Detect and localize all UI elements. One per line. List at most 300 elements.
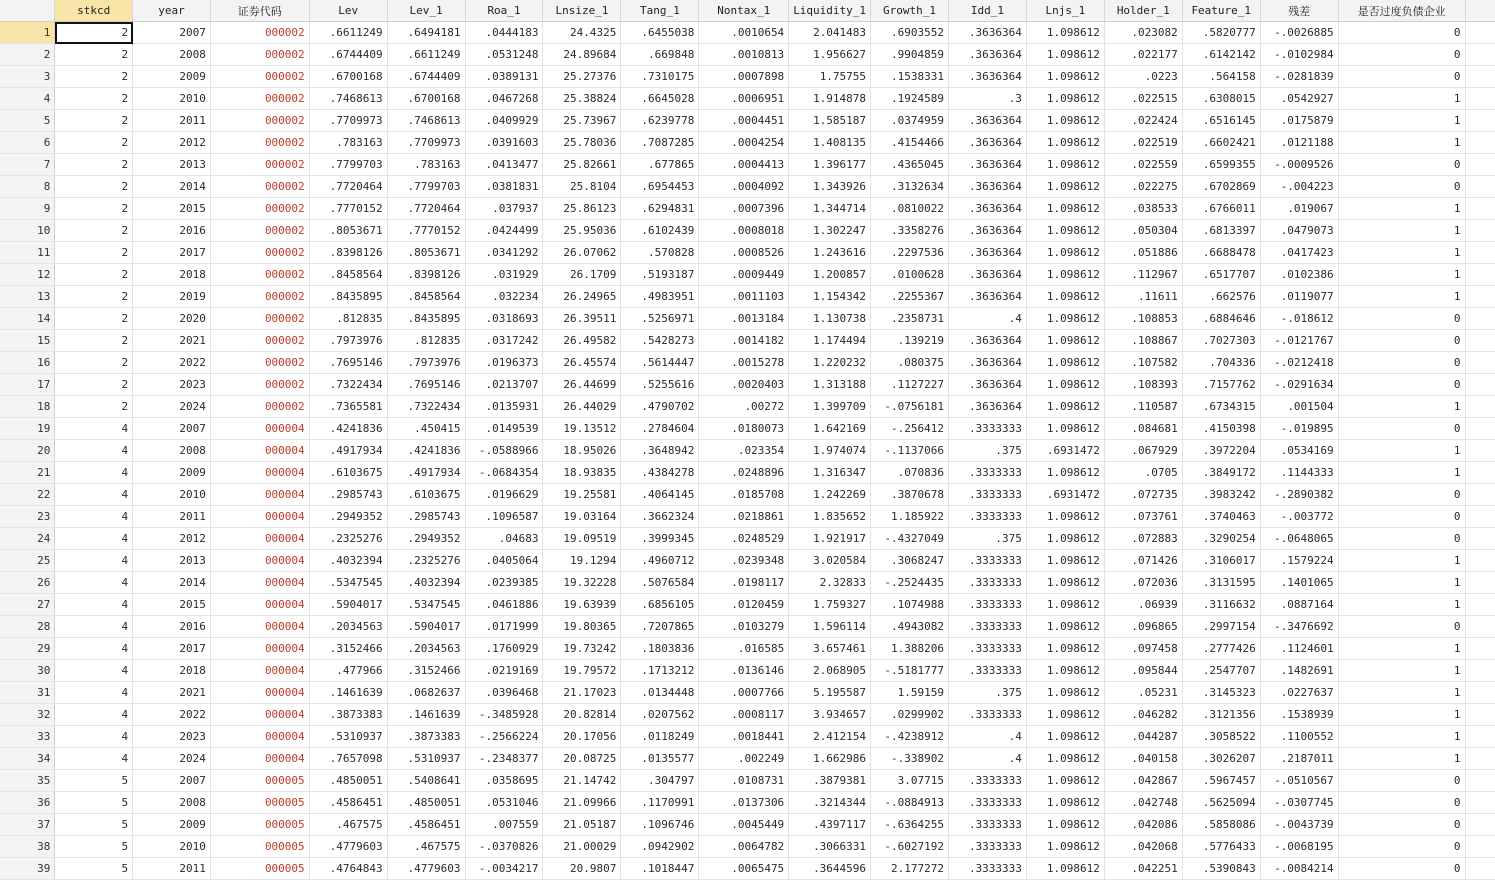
table-cell[interactable]: 1.313188 <box>789 374 871 396</box>
table-cell[interactable]: 1 <box>1338 462 1465 484</box>
table-cell[interactable]: .2777426 <box>1182 638 1260 660</box>
table-cell[interactable]: .467575 <box>309 814 387 836</box>
table-cell[interactable]: .4064145 <box>621 484 699 506</box>
table-cell[interactable]: 2015 <box>133 594 211 616</box>
table-cell[interactable]: 21.00029 <box>543 836 621 858</box>
table-cell[interactable]: .6294831 <box>621 198 699 220</box>
table-cell[interactable]: 1.408135 <box>789 132 871 154</box>
table-cell[interactable]: .0299902 <box>871 704 949 726</box>
table-cell[interactable]: 1.098612 <box>1026 88 1104 110</box>
table-cell[interactable]: 2023 <box>133 726 211 748</box>
table-cell[interactable]: .1803836 <box>621 638 699 660</box>
table-cell[interactable]: 2 <box>55 110 133 132</box>
table-row[interactable] <box>0 836 1495 858</box>
table-cell[interactable]: .7365581 <box>309 396 387 418</box>
table-cell[interactable]: .0405064 <box>465 550 543 572</box>
table-cell[interactable]: .108867 <box>1104 330 1182 352</box>
table-cell[interactable]: 000002 <box>210 132 309 154</box>
row-number[interactable]: 21 <box>0 462 55 484</box>
table-cell[interactable]: .7695146 <box>309 352 387 374</box>
table-cell[interactable]: 2017 <box>133 242 211 264</box>
table-cell[interactable]: 000004 <box>210 462 309 484</box>
table-cell[interactable]: .002249 <box>699 748 789 770</box>
table-cell[interactable]: 2014 <box>133 176 211 198</box>
table-cell[interactable]: 2020 <box>133 308 211 330</box>
row-number[interactable]: 35 <box>0 770 55 792</box>
table-cell[interactable]: .112967 <box>1104 264 1182 286</box>
table-cell[interactable]: 1.388206 <box>871 638 949 660</box>
table-cell[interactable]: .0008018 <box>699 220 789 242</box>
table-cell[interactable]: 2013 <box>133 550 211 572</box>
table-cell[interactable]: .107582 <box>1104 352 1182 374</box>
table-cell[interactable]: .2358731 <box>871 308 949 330</box>
table-cell[interactable]: .8398126 <box>309 242 387 264</box>
table-cell[interactable]: 1 <box>1338 550 1465 572</box>
table-cell[interactable]: .0010654 <box>699 22 789 44</box>
table-cell[interactable]: 5 <box>55 814 133 836</box>
table-cell[interactable]: .0065475 <box>699 858 789 880</box>
row-number[interactable]: 1 <box>0 22 55 44</box>
table-cell[interactable]: .1170991 <box>621 792 699 814</box>
table-cell[interactable]: 1.098612 <box>1026 352 1104 374</box>
table-cell[interactable]: .0007766 <box>699 682 789 704</box>
table-cell[interactable]: 1.098612 <box>1026 572 1104 594</box>
table-cell[interactable]: .1461639 <box>387 704 465 726</box>
table-cell[interactable]: 000004 <box>210 572 309 594</box>
table-cell[interactable]: 000002 <box>210 110 309 132</box>
table-cell[interactable]: .046282 <box>1104 704 1182 726</box>
table-cell[interactable]: .6700168 <box>387 88 465 110</box>
table-cell[interactable]: .4 <box>949 726 1027 748</box>
table-cell[interactable]: .00272 <box>699 396 789 418</box>
table-cell[interactable]: 5 <box>55 770 133 792</box>
table-cell[interactable]: 1.974074 <box>789 440 871 462</box>
row-number[interactable]: 13 <box>0 286 55 308</box>
table-row[interactable] <box>0 638 1495 660</box>
table-cell[interactable]: .0219169 <box>465 660 543 682</box>
table-cell[interactable]: .2997154 <box>1182 616 1260 638</box>
table-cell[interactable]: 18.95026 <box>543 440 621 462</box>
column-header[interactable]: stkcd <box>55 0 133 22</box>
table-cell[interactable]: 1 <box>1338 726 1465 748</box>
table-cell[interactable]: 19.79572 <box>543 660 621 682</box>
table-cell[interactable]: .0100628 <box>871 264 949 286</box>
table-cell[interactable]: .6700168 <box>309 66 387 88</box>
table-cell[interactable]: 1.098612 <box>1026 704 1104 726</box>
table-cell[interactable]: .7310175 <box>621 66 699 88</box>
table-cell[interactable]: -.0084214 <box>1260 858 1338 880</box>
table-cell[interactable]: 1.098612 <box>1026 286 1104 308</box>
table-cell[interactable]: .1538331 <box>871 66 949 88</box>
table-row[interactable] <box>0 44 1495 66</box>
table-cell[interactable]: -.0121767 <box>1260 330 1338 352</box>
table-cell[interactable]: .05231 <box>1104 682 1182 704</box>
table-cell[interactable]: 26.1709 <box>543 264 621 286</box>
table-cell[interactable]: .3644596 <box>789 858 871 880</box>
table-cell[interactable]: .3333333 <box>949 418 1027 440</box>
table-cell[interactable]: .3333333 <box>949 572 1027 594</box>
table-cell[interactable]: .3636364 <box>949 110 1027 132</box>
table-cell[interactable]: 2 <box>55 286 133 308</box>
table-cell[interactable]: 2 <box>55 242 133 264</box>
table-cell[interactable]: .3636364 <box>949 66 1027 88</box>
table-cell[interactable]: .022515 <box>1104 88 1182 110</box>
table-cell[interactable]: 2023 <box>133 374 211 396</box>
table-cell[interactable]: 000004 <box>210 506 309 528</box>
table-row[interactable] <box>0 330 1495 352</box>
table-cell[interactable]: .5428273 <box>621 330 699 352</box>
table-cell[interactable]: .0391603 <box>465 132 543 154</box>
table-cell[interactable]: 1.098612 <box>1026 418 1104 440</box>
row-number[interactable]: 16 <box>0 352 55 374</box>
table-cell[interactable]: .0318693 <box>465 308 543 330</box>
table-cell[interactable]: .0317242 <box>465 330 543 352</box>
table-cell[interactable]: 25.8104 <box>543 176 621 198</box>
table-cell[interactable]: .3333333 <box>949 594 1027 616</box>
table-cell[interactable]: .7657098 <box>309 748 387 770</box>
table-cell[interactable]: .3636364 <box>949 242 1027 264</box>
table-cell[interactable]: .3873383 <box>309 704 387 726</box>
table-cell[interactable]: .4365045 <box>871 154 949 176</box>
table-cell[interactable]: .0009449 <box>699 264 789 286</box>
table-cell[interactable]: 1.098612 <box>1026 616 1104 638</box>
table-cell[interactable]: 0 <box>1338 22 1465 44</box>
table-cell[interactable]: 2017 <box>133 638 211 660</box>
table-cell[interactable]: .0682637 <box>387 682 465 704</box>
table-cell[interactable]: .023354 <box>699 440 789 462</box>
table-cell[interactable]: -.4238912 <box>871 726 949 748</box>
table-cell[interactable]: .1018447 <box>621 858 699 880</box>
table-cell[interactable]: .0381831 <box>465 176 543 198</box>
table-cell[interactable]: 1.098612 <box>1026 132 1104 154</box>
table-cell[interactable]: .783163 <box>309 132 387 154</box>
table-cell[interactable]: .8053671 <box>309 220 387 242</box>
table-cell[interactable]: 1.098612 <box>1026 748 1104 770</box>
table-cell[interactable]: .7799703 <box>387 176 465 198</box>
table-cell[interactable]: 0 <box>1338 308 1465 330</box>
table-cell[interactable]: 2 <box>55 198 133 220</box>
table-cell[interactable]: 1.596114 <box>789 616 871 638</box>
table-cell[interactable]: 1.098612 <box>1026 682 1104 704</box>
table-cell[interactable]: .050304 <box>1104 220 1182 242</box>
table-row[interactable] <box>0 154 1495 176</box>
table-cell[interactable]: 2008 <box>133 440 211 462</box>
row-number[interactable]: 2 <box>0 44 55 66</box>
table-cell[interactable]: .7709973 <box>309 110 387 132</box>
table-cell[interactable]: 2 <box>55 22 133 44</box>
row-number[interactable]: 7 <box>0 154 55 176</box>
table-cell[interactable]: .007559 <box>465 814 543 836</box>
table-cell[interactable]: 4 <box>55 748 133 770</box>
table-cell[interactable]: 1.399709 <box>789 396 871 418</box>
row-number[interactable]: 29 <box>0 638 55 660</box>
row-number[interactable]: 31 <box>0 682 55 704</box>
table-cell[interactable]: -.0212418 <box>1260 352 1338 374</box>
table-cell[interactable]: .0413477 <box>465 154 543 176</box>
table-cell[interactable]: .3106017 <box>1182 550 1260 572</box>
row-number[interactable]: 23 <box>0 506 55 528</box>
table-cell[interactable]: 26.44699 <box>543 374 621 396</box>
row-number[interactable]: 37 <box>0 814 55 836</box>
table-cell[interactable]: 2 <box>55 176 133 198</box>
table-cell[interactable]: 2.041483 <box>789 22 871 44</box>
column-header[interactable]: Tang_1 <box>621 0 699 22</box>
table-cell[interactable]: .3026207 <box>1182 748 1260 770</box>
table-cell[interactable]: .669848 <box>621 44 699 66</box>
table-row[interactable] <box>0 286 1495 308</box>
table-cell[interactable]: .3068247 <box>871 550 949 572</box>
table-cell[interactable]: 3.657461 <box>789 638 871 660</box>
table-cell[interactable]: .042867 <box>1104 770 1182 792</box>
table-cell[interactable]: .0248896 <box>699 462 789 484</box>
table-cell[interactable]: 1 <box>1338 682 1465 704</box>
table-cell[interactable]: -.0026885 <box>1260 22 1338 44</box>
table-cell[interactable]: .0389131 <box>465 66 543 88</box>
table-cell[interactable]: .6702869 <box>1182 176 1260 198</box>
table-cell[interactable]: .139219 <box>871 330 949 352</box>
table-cell[interactable]: 000004 <box>210 484 309 506</box>
table-cell[interactable]: .04683 <box>465 528 543 550</box>
table-cell[interactable]: .0118249 <box>621 726 699 748</box>
table-cell[interactable]: .3636364 <box>949 374 1027 396</box>
table-cell[interactable]: 5.195587 <box>789 682 871 704</box>
table-cell[interactable]: 000004 <box>210 682 309 704</box>
table-cell[interactable]: 2024 <box>133 748 211 770</box>
table-cell[interactable]: .0207562 <box>621 704 699 726</box>
table-cell[interactable]: .2985743 <box>309 484 387 506</box>
table-cell[interactable]: .7770152 <box>309 198 387 220</box>
table-cell[interactable]: 1 <box>1338 220 1465 242</box>
table-cell[interactable]: 2.177272 <box>871 858 949 880</box>
table-cell[interactable]: .0004092 <box>699 176 789 198</box>
table-cell[interactable]: 25.86123 <box>543 198 621 220</box>
table-cell[interactable]: -.003772 <box>1260 506 1338 528</box>
table-cell[interactable]: 0 <box>1338 330 1465 352</box>
table-cell[interactable]: .5310937 <box>387 748 465 770</box>
table-cell[interactable]: .1579224 <box>1260 550 1338 572</box>
table-cell[interactable]: .0102386 <box>1260 264 1338 286</box>
table-row[interactable] <box>0 132 1495 154</box>
table-cell[interactable]: .022424 <box>1104 110 1182 132</box>
table-cell[interactable]: 000002 <box>210 66 309 88</box>
table-cell[interactable]: 1.098612 <box>1026 726 1104 748</box>
row-number[interactable]: 27 <box>0 594 55 616</box>
table-cell[interactable]: 000002 <box>210 396 309 418</box>
table-cell[interactable]: 1.098612 <box>1026 374 1104 396</box>
table-cell[interactable]: .4983951 <box>621 286 699 308</box>
table-cell[interactable]: .3333333 <box>949 638 1027 660</box>
table-cell[interactable]: .11611 <box>1104 286 1182 308</box>
table-cell[interactable]: .037937 <box>465 198 543 220</box>
table-cell[interactable]: .9904859 <box>871 44 949 66</box>
row-number[interactable]: 34 <box>0 748 55 770</box>
row-number[interactable]: 5 <box>0 110 55 132</box>
table-cell[interactable]: -.0588966 <box>465 440 543 462</box>
table-cell[interactable]: .0358695 <box>465 770 543 792</box>
table-cell[interactable]: 1 <box>1338 198 1465 220</box>
table-row[interactable] <box>0 264 1495 286</box>
table-cell[interactable]: 4 <box>55 616 133 638</box>
table-cell[interactable]: .3972204 <box>1182 440 1260 462</box>
table-cell[interactable]: 000004 <box>210 660 309 682</box>
table-cell[interactable]: 2011 <box>133 506 211 528</box>
table-cell[interactable]: .812835 <box>309 308 387 330</box>
table-cell[interactable]: 000005 <box>210 770 309 792</box>
table-row[interactable] <box>0 176 1495 198</box>
row-number[interactable]: 3 <box>0 66 55 88</box>
table-cell[interactable]: 4 <box>55 462 133 484</box>
table-cell[interactable]: .0149539 <box>465 418 543 440</box>
table-cell[interactable]: 2008 <box>133 44 211 66</box>
table-cell[interactable]: 000005 <box>210 792 309 814</box>
table-cell[interactable]: -.0009526 <box>1260 154 1338 176</box>
table-row[interactable] <box>0 594 1495 616</box>
table-cell[interactable]: .6239778 <box>621 110 699 132</box>
table-cell[interactable]: 26.44029 <box>543 396 621 418</box>
table-cell[interactable]: .3636364 <box>949 176 1027 198</box>
table-cell[interactable]: .0121188 <box>1260 132 1338 154</box>
table-row[interactable] <box>0 220 1495 242</box>
table-cell[interactable]: .0007396 <box>699 198 789 220</box>
table-cell[interactable]: 1.098612 <box>1026 110 1104 132</box>
table-cell[interactable]: .2784604 <box>621 418 699 440</box>
table-cell[interactable]: -.256412 <box>871 418 949 440</box>
table-cell[interactable]: 0 <box>1338 770 1465 792</box>
table-cell[interactable]: .6308015 <box>1182 88 1260 110</box>
table-cell[interactable]: 000004 <box>210 550 309 572</box>
table-cell[interactable]: 000004 <box>210 440 309 462</box>
table-cell[interactable]: .1100552 <box>1260 726 1338 748</box>
table-cell[interactable]: .5967457 <box>1182 770 1260 792</box>
table-cell[interactable]: .108853 <box>1104 308 1182 330</box>
table-cell[interactable]: 000002 <box>210 374 309 396</box>
table-cell[interactable]: .0196373 <box>465 352 543 374</box>
table-cell[interactable]: 21.17023 <box>543 682 621 704</box>
table-cell[interactable]: 1 <box>1338 88 1465 110</box>
table-cell[interactable]: .4586451 <box>309 792 387 814</box>
table-cell[interactable]: 1.098612 <box>1026 198 1104 220</box>
table-cell[interactable]: 21.09966 <box>543 792 621 814</box>
table-cell[interactable]: .7157762 <box>1182 374 1260 396</box>
table-cell[interactable]: .477966 <box>309 660 387 682</box>
table-row[interactable] <box>0 726 1495 748</box>
table-cell[interactable]: .5904017 <box>387 616 465 638</box>
table-cell[interactable]: 2010 <box>133 88 211 110</box>
table-cell[interactable]: .3066331 <box>789 836 871 858</box>
table-cell[interactable]: .4917934 <box>309 440 387 462</box>
table-cell[interactable]: .6954453 <box>621 176 699 198</box>
table-cell[interactable]: .1760929 <box>465 638 543 660</box>
table-cell[interactable]: 4 <box>55 572 133 594</box>
table-cell[interactable]: .0108731 <box>699 770 789 792</box>
table-cell[interactable]: 1.098612 <box>1026 506 1104 528</box>
row-number[interactable]: 36 <box>0 792 55 814</box>
table-cell[interactable]: .7207865 <box>621 616 699 638</box>
table-cell[interactable]: 0 <box>1338 352 1465 374</box>
table-cell[interactable]: 000002 <box>210 44 309 66</box>
table-cell[interactable]: 4 <box>55 660 133 682</box>
row-number[interactable]: 18 <box>0 396 55 418</box>
table-cell[interactable]: .5904017 <box>309 594 387 616</box>
table-cell[interactable]: 19.73242 <box>543 638 621 660</box>
row-number[interactable]: 25 <box>0 550 55 572</box>
table-cell[interactable]: 0 <box>1338 616 1465 638</box>
table-cell[interactable]: .2547707 <box>1182 660 1260 682</box>
table-cell[interactable]: .0120459 <box>699 594 789 616</box>
table-cell[interactable]: .7468613 <box>387 110 465 132</box>
table-cell[interactable]: .2034563 <box>309 616 387 638</box>
table-cell[interactable]: .0004254 <box>699 132 789 154</box>
table-cell[interactable]: 1.343926 <box>789 176 871 198</box>
row-number[interactable]: 22 <box>0 484 55 506</box>
table-cell[interactable]: -.6364255 <box>871 814 949 836</box>
table-row[interactable] <box>0 616 1495 638</box>
table-cell[interactable]: .0007898 <box>699 66 789 88</box>
column-header[interactable]: Lnsize_1 <box>543 0 621 22</box>
table-cell[interactable]: 2010 <box>133 836 211 858</box>
table-cell[interactable]: .0218861 <box>699 506 789 528</box>
table-cell[interactable]: .6856105 <box>621 594 699 616</box>
table-cell[interactable]: 000004 <box>210 748 309 770</box>
table-cell[interactable]: 1.098612 <box>1026 792 1104 814</box>
table-cell[interactable]: .812835 <box>387 330 465 352</box>
table-cell[interactable]: .3132634 <box>871 176 949 198</box>
table-cell[interactable]: .0198117 <box>699 572 789 594</box>
table-cell[interactable]: .3 <box>949 88 1027 110</box>
table-cell[interactable]: 2.32833 <box>789 572 871 594</box>
table-cell[interactable]: 2 <box>55 154 133 176</box>
table-cell[interactable]: -.0102984 <box>1260 44 1338 66</box>
table-cell[interactable]: .0479073 <box>1260 220 1338 242</box>
table-cell[interactable]: .4850051 <box>309 770 387 792</box>
table-cell[interactable]: 1.662986 <box>789 748 871 770</box>
table-cell[interactable]: 000002 <box>210 154 309 176</box>
table-cell[interactable]: .3145323 <box>1182 682 1260 704</box>
table-cell[interactable]: 2016 <box>133 616 211 638</box>
table-cell[interactable]: 1.130738 <box>789 308 871 330</box>
table-cell[interactable]: 1 <box>1338 594 1465 616</box>
row-number[interactable]: 10 <box>0 220 55 242</box>
table-cell[interactable]: 2007 <box>133 22 211 44</box>
table-cell[interactable]: 2008 <box>133 792 211 814</box>
table-cell[interactable]: 1.098612 <box>1026 858 1104 880</box>
table-cell[interactable]: 1.098612 <box>1026 638 1104 660</box>
table-cell[interactable]: .4032394 <box>309 550 387 572</box>
table-cell[interactable]: 19.13512 <box>543 418 621 440</box>
table-cell[interactable]: .3636364 <box>949 330 1027 352</box>
column-header[interactable]: 是否过度负债企业 <box>1338 0 1465 22</box>
table-cell[interactable]: 1.220232 <box>789 352 871 374</box>
table-cell[interactable]: .3636364 <box>949 198 1027 220</box>
table-cell[interactable]: 1.302247 <box>789 220 871 242</box>
table-cell[interactable]: 1 <box>1338 242 1465 264</box>
table-cell[interactable]: .8435895 <box>387 308 465 330</box>
table-row[interactable] <box>0 352 1495 374</box>
table-cell[interactable]: 000002 <box>210 88 309 110</box>
table-cell[interactable]: .0135577 <box>621 748 699 770</box>
table-cell[interactable]: .5347545 <box>309 572 387 594</box>
table-cell[interactable]: 3.934657 <box>789 704 871 726</box>
table-cell[interactable]: -.0510567 <box>1260 770 1338 792</box>
table-cell[interactable]: 0 <box>1338 506 1465 528</box>
table-cell[interactable]: 000002 <box>210 330 309 352</box>
table-cell[interactable]: 2012 <box>133 528 211 550</box>
table-cell[interactable]: 1.098612 <box>1026 814 1104 836</box>
table-cell[interactable]: 4 <box>55 418 133 440</box>
table-cell[interactable]: .1924589 <box>871 88 949 110</box>
table-cell[interactable]: .4397117 <box>789 814 871 836</box>
table-cell[interactable]: .4779603 <box>387 858 465 880</box>
